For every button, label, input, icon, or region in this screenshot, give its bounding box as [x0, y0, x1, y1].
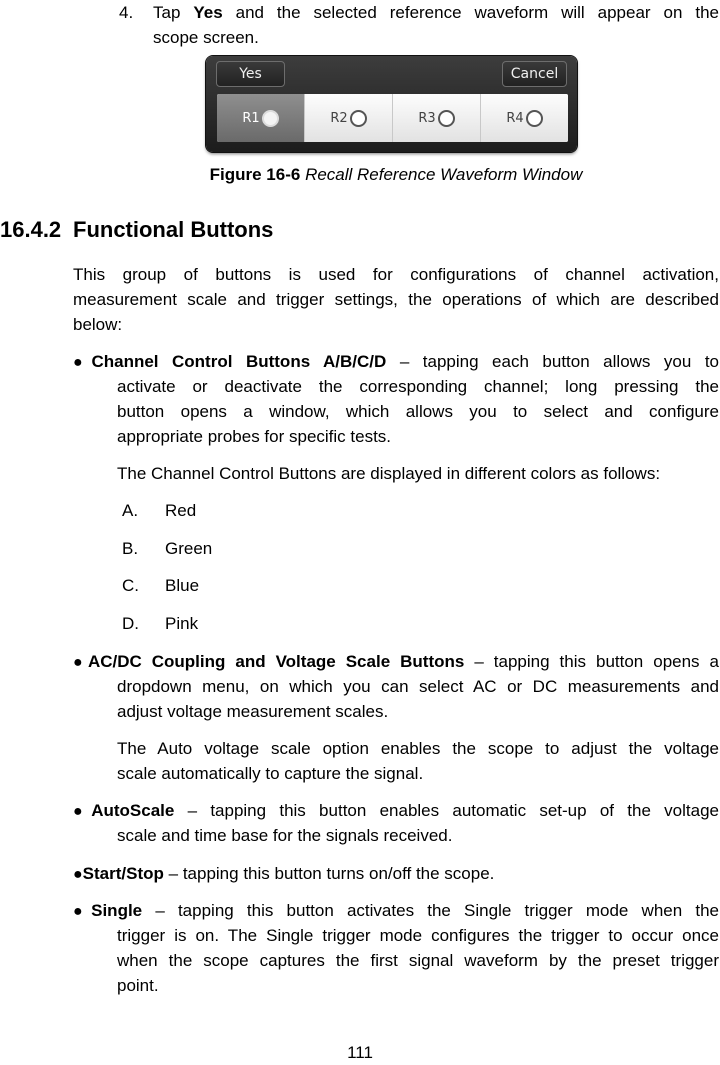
intro-line: measurement scale and trigger settings, the operations of which are described	[73, 290, 719, 309]
step-4-text	[153, 0, 719, 50]
color-name: Blue	[165, 576, 200, 595]
bullet-dot: ●	[73, 654, 88, 671]
color-name: Pink	[165, 614, 199, 633]
bullet-single-head: Single	[91, 901, 143, 920]
bullet-autoscale-rest: – tapping this button enables automatic set-up of the voltage	[187, 801, 719, 820]
radio-icon	[526, 110, 543, 127]
body-line: scale automatically to capture the signal.	[117, 764, 424, 783]
body-line: button opens a window, which allows you to select and configure	[117, 402, 719, 421]
bullet-dot: ●	[73, 354, 92, 371]
section-number: 16.4.2	[0, 217, 62, 242]
recall-reference-window	[206, 56, 577, 152]
step-yes-word: Yes	[193, 3, 223, 22]
bullet-dot: ●	[73, 866, 83, 883]
body-line: point.	[117, 976, 159, 995]
bullet-dot: ●	[73, 803, 92, 820]
color-letter: D.	[122, 614, 139, 633]
intro-line: This group of buttons is used for configurations of channel activation,	[73, 265, 719, 284]
bullet-channel-line1	[73, 349, 719, 375]
ref-label: R4	[506, 110, 524, 126]
bullet-dot: ●	[73, 903, 92, 920]
body-line: activate or deactivate the corresponding channel; long pressing the	[117, 377, 719, 396]
bullet-single-rest: – tapping this button activates the Single trigger mode when the	[155, 901, 719, 920]
color-name: Green	[165, 539, 213, 558]
ref-option-r4[interactable]	[481, 94, 568, 142]
yes-button[interactable]: Yes	[216, 61, 285, 87]
ref-label: R2	[330, 110, 348, 126]
bullet-acdc-body	[117, 674, 719, 724]
step-tap-word: Tap	[153, 3, 181, 22]
body-line: when the scope captures the first signal waveform by the preset trigger	[117, 951, 719, 970]
color-letter: A.	[122, 501, 139, 520]
bullet-channel-body	[117, 374, 719, 449]
figure-caption	[0, 162, 720, 187]
step-number: 4.	[119, 3, 134, 22]
color-letter: B.	[122, 539, 139, 558]
ref-option-r1[interactable]	[217, 94, 305, 142]
bullet-acdc-head: AC/DC Coupling and Voltage Scale Buttons	[87, 652, 465, 671]
bullet-autoscale-line1	[73, 798, 719, 824]
radio-icon	[350, 110, 367, 127]
bullet-startstop-line1	[73, 861, 719, 887]
body-line: scale and time base for the signals received.	[117, 826, 453, 845]
bullet-autoscale-head: AutoScale	[91, 801, 175, 820]
bullet-startstop-head: Start/Stop	[82, 864, 164, 883]
step-rest-line2: scope screen.	[153, 28, 259, 47]
ref-label: R1	[242, 110, 260, 126]
bullet-single-line1	[73, 898, 719, 924]
color-name: Red	[165, 501, 197, 520]
bullet-acdc-rest: – tapping this button opens a	[474, 652, 719, 671]
step-rest-line1: and the selected reference waveform will appear on the	[235, 3, 719, 22]
section-title: Functional Buttons	[73, 217, 274, 242]
body-line: adjust voltage measurement scales.	[117, 702, 389, 721]
bullet-channel-head: Channel Control Buttons A/B/C/D	[91, 352, 387, 371]
body-line: trigger is on. The Single trigger mode configures the trigger to occur once	[117, 926, 719, 945]
bullet-channel-rest: – tapping each button allows you to	[399, 352, 720, 371]
ref-option-r3[interactable]	[393, 94, 481, 142]
body-line: appropriate probes for specific tests.	[117, 427, 392, 446]
bullet-single-body	[117, 923, 719, 998]
bullet-startstop-rest: – tapping this button turns on/off the scope.	[168, 864, 495, 883]
caption-number: Figure 16-6	[209, 165, 301, 184]
intro-line: below:	[73, 315, 123, 334]
colors-intro: The Channel Control Buttons are displayed in different colors as follows:	[117, 464, 661, 483]
radio-icon	[262, 110, 279, 127]
ref-label: R3	[418, 110, 436, 126]
body-line: The Auto voltage scale option enables the scope to adjust the voltage	[117, 739, 719, 758]
bullet-acdc-note	[117, 736, 719, 786]
caption-title: Recall Reference Waveform Window	[305, 165, 583, 184]
color-letter: C.	[122, 576, 139, 595]
reference-selector	[217, 94, 568, 142]
bullet-acdc-line1	[73, 649, 719, 675]
cancel-button[interactable]: Cancel	[502, 61, 567, 87]
section-intro	[73, 262, 719, 337]
page-number: 111	[347, 1043, 373, 1062]
radio-icon	[438, 110, 455, 127]
ref-option-r2[interactable]	[305, 94, 393, 142]
body-line: dropdown menu, on which you can select AC or DC measurements and	[117, 677, 719, 696]
